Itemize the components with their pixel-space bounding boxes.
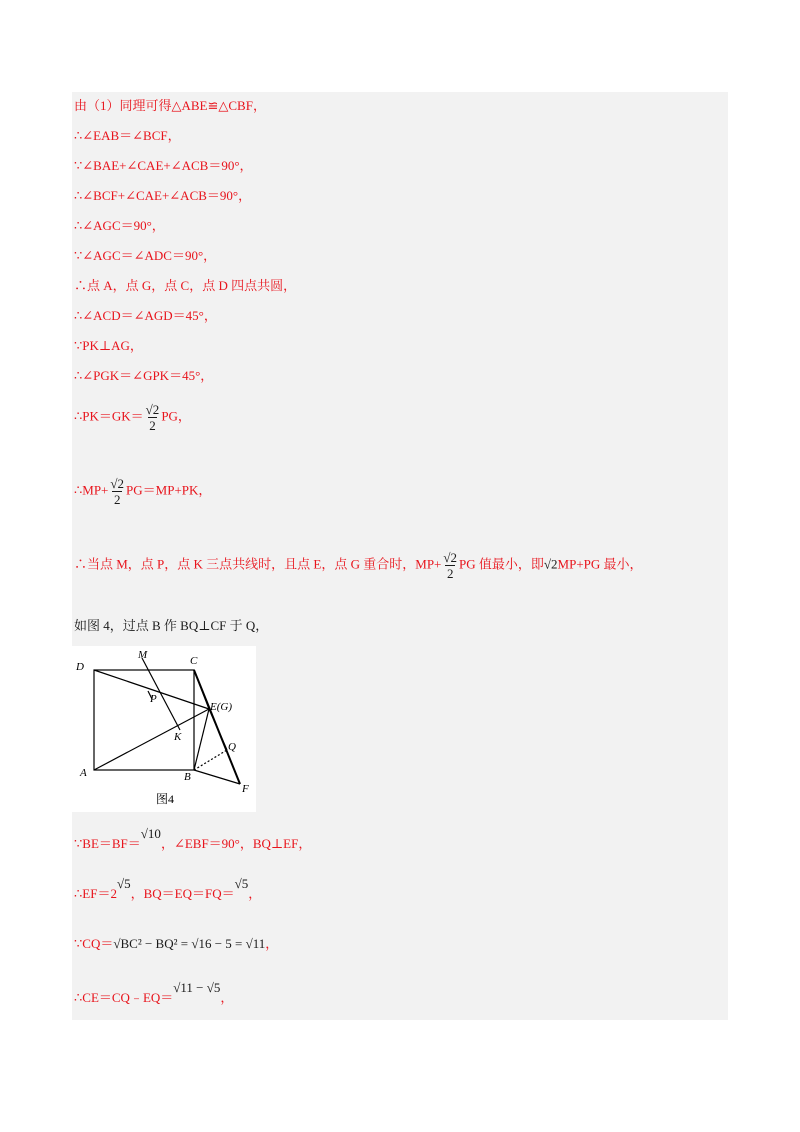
label-q: Q [228, 741, 236, 753]
pk-prefix: ∴PK＝GK＝ [74, 408, 144, 424]
min-mid: PG 值最小，即 [459, 556, 544, 572]
ce-prefix: ∴CE＝CQ﹣EQ＝ [74, 990, 174, 1005]
sqrt2-over-2-fraction: $\frac{√2}{2}$ [443, 550, 458, 581]
solution-line-5: ∴∠AGC＝90°， [74, 218, 165, 233]
ef-suffix: ， [248, 886, 262, 901]
ef-mid: ，BQ＝EQ＝FQ＝ [130, 886, 235, 901]
ce-expression: √11 − √5 [173, 980, 221, 995]
solution-line-10: ∴∠PGK＝∠GPK＝45°， [74, 368, 214, 383]
solution-line-1: 由（1）同理可得△ABE≌△CBF， [74, 98, 266, 113]
figure-intro: 如图 4，过点 B 作 BQ⊥CF 于 Q， [74, 618, 269, 633]
sqrt5-b: √5 [234, 876, 249, 891]
sqrt2-over-2-fraction: $\frac{√2}{2}$ [110, 476, 125, 507]
min-suffix: MP+PG 最小， [557, 556, 643, 572]
label-c: C [190, 655, 198, 667]
be-prefix: ∵BE＝BF＝ [74, 836, 141, 851]
solution-line-3: ∵∠BAE+∠CAE+∠ACB＝90°， [74, 158, 253, 173]
ef-prefix: ∴EF＝2 [74, 886, 117, 901]
geometry-figure-4 [72, 646, 256, 812]
figure-caption: 图4 [156, 792, 175, 806]
pk-suffix: PG， [161, 408, 191, 424]
solution-line-4: ∴∠BCF+∠CAE+∠ACB＝90°， [74, 188, 252, 203]
cq-suffix: ， [265, 936, 279, 951]
ce-suffix: ， [220, 990, 234, 1005]
label-a: A [80, 767, 87, 779]
solution-line-8: ∴∠ACD＝∠AGD＝45°， [74, 308, 217, 323]
label-e-g: E(G) [210, 701, 232, 713]
sqrt2-over-2-fraction: $\frac{√2}{2}$ [145, 402, 160, 433]
solution-line-7: ∴点 A，点 G，点 C，点 D 四点共圆， [74, 278, 297, 293]
min-prefix: ∴当点 M，点 P，点 K 三点共线时，且点 E，点 G 重合时，MP+ [74, 556, 442, 572]
be-suffix: ，∠EBF＝90°，BQ⊥EF， [160, 836, 312, 851]
sqrt5-a: √5 [116, 876, 131, 891]
label-f: F [242, 783, 249, 795]
solution-line-2: ∴∠EAB＝∠BCF， [74, 128, 181, 143]
cq-prefix: ∵CQ＝ [74, 936, 114, 951]
mp-suffix: PG＝MP+PK， [126, 482, 212, 498]
solution-line-ce [74, 980, 234, 1006]
solution-line-cq [74, 936, 278, 952]
mp-prefix: ∴MP+ [74, 482, 109, 498]
label-k: K [174, 731, 182, 743]
geometry-diagram [72, 646, 256, 812]
solution-line-9: ∵PK⊥AG， [74, 338, 143, 353]
label-d: D [76, 661, 84, 673]
solution-line-mp [74, 476, 211, 507]
label-b: B [184, 771, 191, 783]
label-p: P [150, 693, 157, 705]
solution-line-pk [74, 402, 191, 433]
solution-line-minimum [74, 550, 643, 581]
label-m: M [138, 649, 148, 661]
sqrt2-radical: √2 [543, 556, 558, 572]
sqrt10: √10 [140, 826, 161, 841]
solution-line-be [74, 826, 312, 852]
cq-expression: √BC² − BQ² = √16 − 5 = √11 [113, 936, 266, 951]
solution-line-6: ∵∠AGC＝∠ADC＝90°， [74, 248, 217, 263]
solution-line-ef [74, 876, 262, 902]
